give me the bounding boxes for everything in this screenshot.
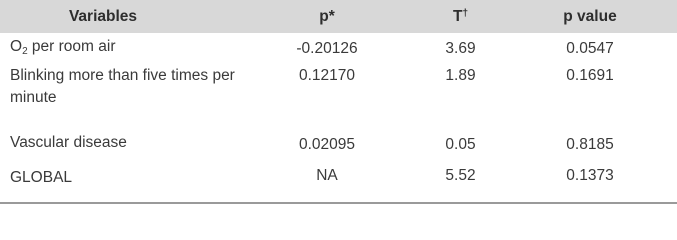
cell-p-value: 0.0547 <box>566 40 614 57</box>
table-row <box>0 63 677 119</box>
table-row <box>0 160 677 203</box>
header-rho-text: p <box>319 7 329 25</box>
row-label-o2-rest: per room air <box>27 37 116 55</box>
row-label-vascular: Vascular disease <box>10 134 127 151</box>
cell-t: 1.89 <box>445 67 476 84</box>
cell-rho: 0.02095 <box>298 136 356 153</box>
header-t <box>418 0 503 33</box>
header-t-dagger: † <box>462 7 469 19</box>
header-rho <box>236 0 418 33</box>
row-label-o2-subscript: 2 <box>22 45 28 57</box>
header-variables <box>0 0 236 33</box>
table-row <box>0 119 677 160</box>
cell-rho: -0.20126 <box>296 40 358 57</box>
table-body <box>0 33 677 203</box>
table-header <box>0 0 677 33</box>
cell-t: 3.69 <box>445 40 476 57</box>
cell-t: 5.52 <box>445 167 476 184</box>
cell-p-value: 0.1373 <box>566 167 614 184</box>
row-label-o2 <box>0 33 236 63</box>
cell-p-value: 0.8185 <box>566 136 614 153</box>
header-p-value-text: p value <box>563 7 617 25</box>
row-label-blinking: Blinking more than five times per minute <box>10 67 235 106</box>
header-rho-mark: * <box>328 7 335 25</box>
header-row <box>0 0 677 33</box>
cell-rho: 0.12170 <box>298 67 356 84</box>
table-bottom-rule <box>0 202 677 204</box>
table-row <box>0 33 677 63</box>
cell-rho: NA <box>316 167 338 184</box>
cell-t: 0.05 <box>445 136 476 153</box>
cell-p-value: 0.1691 <box>566 67 614 84</box>
row-label-global: GLOBAL <box>10 169 73 186</box>
header-p-value <box>503 0 677 33</box>
row-label-o2-main: O <box>10 37 23 55</box>
header-t-text: T <box>452 7 463 25</box>
header-variables-text: Variables <box>68 7 138 25</box>
